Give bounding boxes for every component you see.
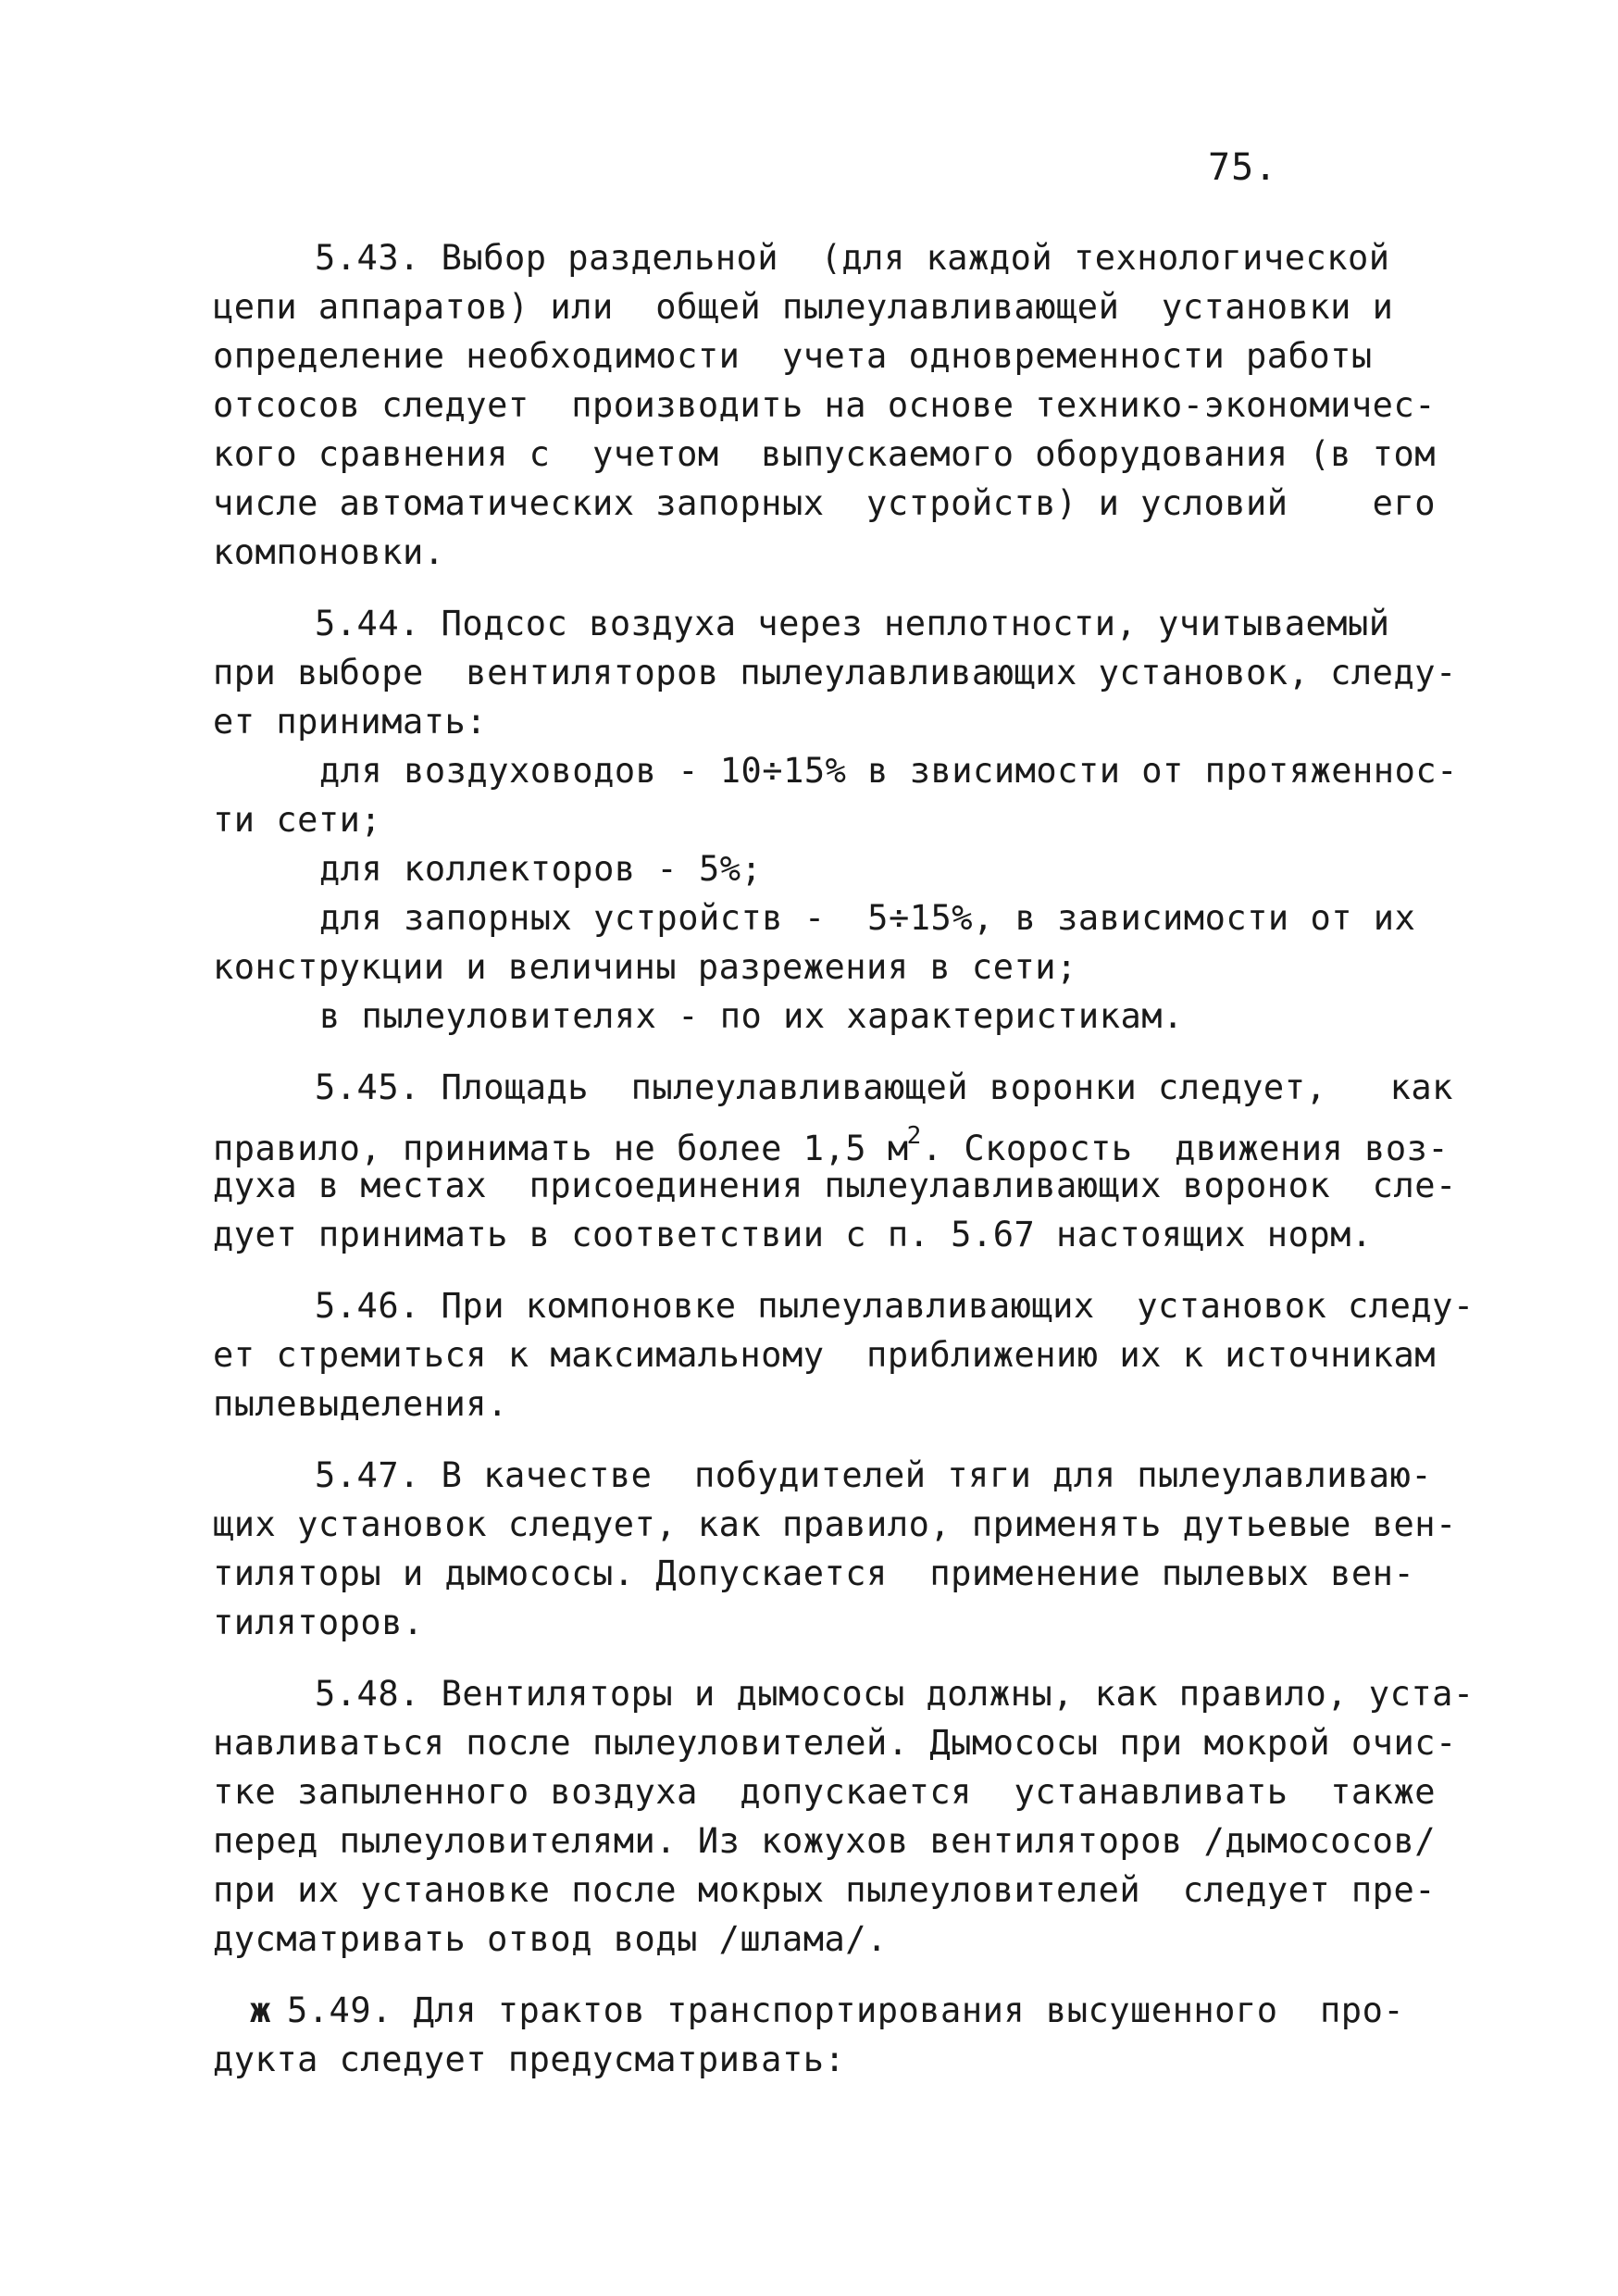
text-line: отсосов следует производить на основе технико-экономичес- xyxy=(213,385,1437,425)
document-body xyxy=(213,233,1475,2084)
text-segment: . Скорость движения воз- xyxy=(921,1129,1450,1168)
text-line: для коллекторов - 5%; xyxy=(319,849,763,889)
text-line: дукта следует предусматривать: xyxy=(213,2040,846,2079)
paragraph-5-47 xyxy=(213,1451,1457,1647)
text-line: тиляторы и дымососы. Допускается применение пылевых вен- xyxy=(213,1554,1415,1593)
text-line: дует принимать в соответствии с п. 5.67 настоящих норм. xyxy=(213,1215,1373,1254)
paragraph-5-45 xyxy=(213,1063,1457,1259)
paragraph-5-49 xyxy=(213,1986,1444,2084)
superscript: 2 xyxy=(906,1122,922,1150)
text-line: пылевыделения. xyxy=(213,1384,508,1424)
text-line: тке запыленного воздуха допускается устанавливать также xyxy=(213,1772,1437,1812)
change-mark: ж xyxy=(250,1990,271,2030)
text-line: числе автоматических запорных устройств) и условий его xyxy=(213,483,1437,523)
text-line: цепи аппаратов) или общей пылеулавливающей установки и xyxy=(213,287,1394,327)
text-line: 5.44. Подсос воздуха через неплотности, учитываемый xyxy=(315,604,1390,643)
text-line: 5.46. При компоновке пылеулавливающих установок следу- xyxy=(315,1286,1475,1326)
paragraph-5-44 xyxy=(213,599,1458,1041)
text-line: 5.48. Вентиляторы и дымососы должны, как правило, уста- xyxy=(315,1674,1475,1714)
text-line: 5.47. В качестве побудителей тяги для пылеулавливаю- xyxy=(315,1455,1433,1495)
text-line: определение необходимости учета одновременности работы xyxy=(213,336,1373,376)
text-segment: правило, принимать не более 1,5 м xyxy=(213,1129,909,1168)
text-line: в пылеуловителях - по их характеристикам. xyxy=(319,996,1184,1036)
text-line: при выборе вентиляторов пылеулавливающих установок, следу- xyxy=(213,653,1457,693)
text-line: компоновки. xyxy=(213,532,445,572)
text-line: для воздуховодов - 10÷15% в звисимости от протяженнос- xyxy=(319,751,1458,791)
paragraph-5-43 xyxy=(213,233,1444,577)
text-segment: 5.49. Для трактов транспортирования высушенного про- xyxy=(287,1990,1405,2030)
text-line xyxy=(213,1112,1450,1168)
text-line: 5.45. Площадь пылеулавливающей воронки следует, как xyxy=(315,1067,1453,1107)
text-line: для запорных устройств - 5÷15%, в зависимости от их xyxy=(319,898,1416,938)
text-line: 5.43. Выбор раздельной (для каждой технологической xyxy=(315,238,1390,278)
text-line: перед пылеуловителями. Из кожухов вентиляторов /дымососов/ xyxy=(213,1821,1437,1861)
text-line: ет стремиться к максимальному приближению их к источникам xyxy=(213,1335,1437,1375)
paragraph-5-48 xyxy=(213,1669,1475,1964)
text-line: щих установок следует, как правило, применять дутьевые вен- xyxy=(213,1504,1457,1544)
text-line: дусматривать отвод воды /шлама/. xyxy=(213,1919,888,1959)
text-line: кого сравнения с учетом выпускаемого оборудования (в том xyxy=(213,434,1437,474)
text-line: при их установке после мокрых пылеуловителей следует пре- xyxy=(213,1870,1437,1910)
page-number: 75. xyxy=(1208,146,1278,189)
text-line: ет принимать: xyxy=(213,702,488,742)
text-line: ти сети; xyxy=(213,800,382,840)
paragraph-5-46 xyxy=(213,1281,1475,1429)
text-line: духа в местах присоединения пылеулавливающих воронок сле- xyxy=(213,1166,1457,1205)
text-line: навливаться после пылеуловителей. Дымососы при мокрой очис- xyxy=(213,1723,1457,1763)
text-line xyxy=(213,1986,1444,2035)
text-line: тиляторов. xyxy=(213,1603,424,1642)
text-line: конструкции и величины разрежения в сети; xyxy=(213,947,1077,987)
